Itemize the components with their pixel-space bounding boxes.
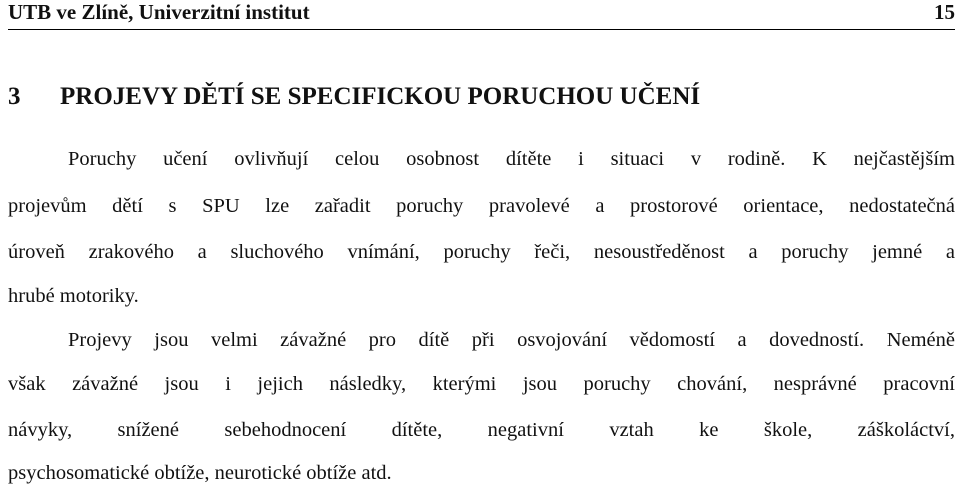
- paragraph-2-line-3: návyky, snížené sebehodnocení dítěte, negativní vztah ke škole, záškoláctví,: [8, 419, 955, 441]
- paragraph-1-line-4: hrubé motoriky.: [8, 285, 139, 307]
- header-title: UTB ve Zlíně, Univerzitní institut: [8, 0, 310, 24]
- chapter-title: PROJEVY DĚTÍ SE SPECIFICKOU PORUCHOU UČENÍ: [60, 83, 701, 110]
- paragraph-1-line-3: úroveň zrakového a sluchového vnímání, poruchy řeči, nesoustředěnost a poruchy jemné a: [8, 241, 955, 263]
- paragraph-2-line-1: Projevy jsou velmi závažné pro dítě při osvojování vědomostí a dovedností. Neméně: [68, 329, 955, 351]
- chapter-number: 3: [8, 83, 21, 110]
- chapter-heading: [8, 82, 700, 112]
- paragraph-2-line-2: však závažné jsou i jejich následky, kterými jsou poruchy chování, nesprávné pracovní: [8, 373, 955, 395]
- paragraph-1-line-2: projevům dětí s SPU lze zařadit poruchy pravolevé a prostorové orientace, nedostatečná: [8, 195, 955, 217]
- page-number: 15: [934, 0, 955, 24]
- header-divider: [8, 29, 955, 30]
- paragraph-1-line-1: Poruchy učení ovlivňují celou osobnost dítěte i situaci v rodině. K nejčastějším: [68, 148, 955, 170]
- paragraph-2-line-4: psychosomatické obtíže, neurotické obtíže atd.: [8, 462, 392, 484]
- running-header: [8, 0, 955, 28]
